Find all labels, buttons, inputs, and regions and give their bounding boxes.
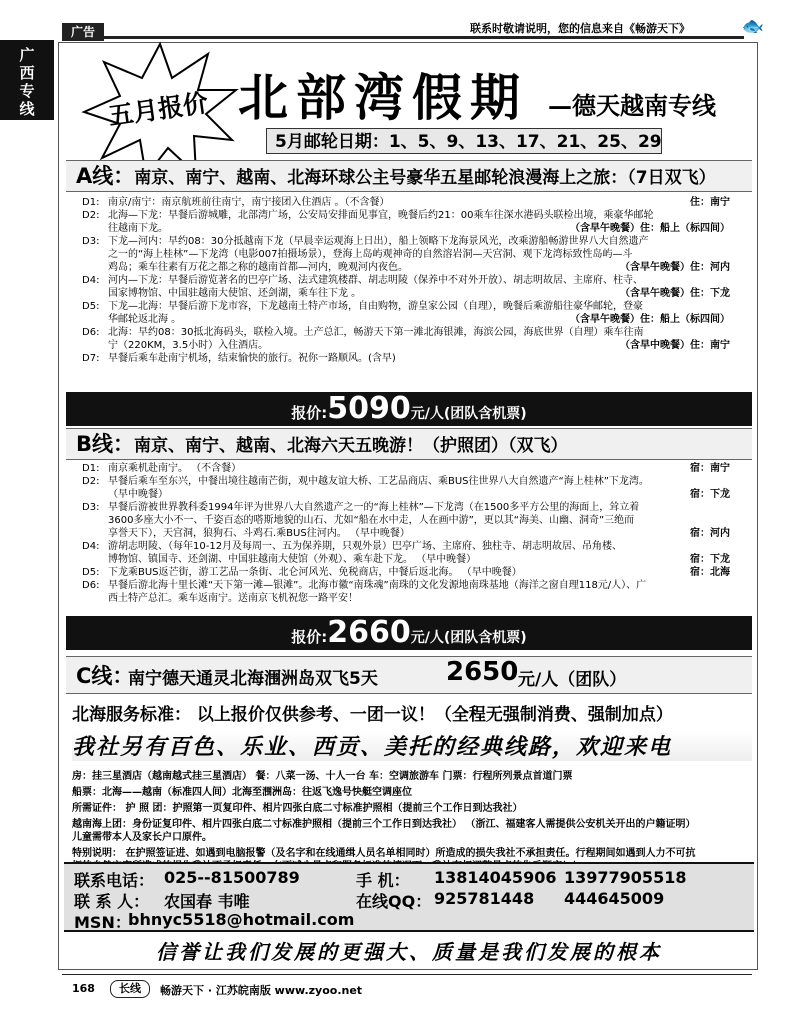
footer-text: 畅游天下 · 江苏皖南版 www.zyoo.net [160, 984, 363, 997]
contact-person: 农国春 韦唯 [164, 892, 250, 911]
info-line: 房：挂三星酒店（越南越式挂三星酒店） 餐：八菜一汤、十人一台 车：空调旅游车 门票：行程所列景点首道门票 [72, 771, 573, 782]
info-line: 越南海上团：身份证复印件、相片四张白底二寸标准护照相（提前三个工作日到达我社） （浙江、福建客人需提供公安机关开出的户籍证明） [72, 819, 696, 830]
itinerary-line: D6: 北海：早约08：30抵北海码头，联检入境。土产总汇，畅游天下第一滩北海银滩，海滨公园，海底世界（自理）乘车往南 [82, 327, 644, 338]
price-label: 报价: [291, 628, 328, 646]
route-c-title: 南宁德天通灵北海涠洲岛双飞5天 [128, 669, 378, 689]
top-rule [104, 36, 744, 39]
price-unit: 元/人(团队含机票) [410, 406, 527, 422]
route-c-price-unit: 元/人（团队） [518, 670, 627, 690]
mobile-number-1[interactable]: 13814045906 [434, 868, 557, 887]
route-a-header [66, 160, 752, 192]
side-tab-char: 西 [19, 64, 35, 82]
info-line: 船票：北海——越南（标准四人间）北海至涠洲岛：往返飞逸号快艇空调座位 [72, 787, 412, 798]
itinerary-line: D1: 南京乘机赴南宁。 （不含餐） 宿：南宁 [82, 463, 730, 474]
route-b-title: 南京、南宁、越南、北海六天五晚游！（护照团）（双飞） [134, 436, 568, 456]
itinerary-line: D4: 游胡志明陵、（每年10-12月及每周一、五为保养期，只观外景）巴亭广场、主席府、独柱寺、胡志明故居、吊角楼、 [82, 541, 623, 552]
itinerary-line: D3: 下龙—河内：早约08：30分抵越南下龙（早晨幸运观海上日出），船上领略下龙海景风光，改乘游船畅游世界八大自然遗产 [82, 236, 649, 247]
mobile-label: 手 机： [356, 871, 410, 890]
itinerary-line: 之一的“海上桂林”—下龙湾（电影007拍摄场景），登海上岛屿观神奇的自然溶岩洞—天宫洞、观下龙湾标致性岛屿—斗 [108, 249, 633, 260]
phone-number[interactable]: 025--81500789 [164, 868, 300, 887]
itinerary-line: D4: 河内—下龙：早餐后游览著名的巴亭广场、法式建筑楼群、胡志明陵（保养中不对外开放）、胡志明故居、主席府、柱寺、 [82, 275, 643, 286]
itinerary-line: 国家博物馆、中国驻越南大使馆、还剑湖，乘车往下龙 。 （含早午晚餐）住：下龙 [108, 288, 730, 299]
info-line: 所需证件： 护 照 团：护照第一页复印件、相片四张白底二寸标准护照相（提前三个工作日到达我社） [72, 803, 523, 814]
itinerary-line: 享誉天下），天宫洞，狼狗石、斗鸡石.乘BUS往河内。 （早中晚餐） 宿：河内 [108, 528, 730, 539]
route-b-header [66, 428, 752, 460]
motto: 信誉让我们发展的更强大、质量是我们发展的根本 [156, 940, 662, 964]
bottom-rule [62, 974, 752, 975]
price-unit: 元/人(团队含机票) [410, 630, 527, 646]
other-routes-banner: 我社另有百色、乐业、西贡、美托的经典线路，欢迎来电 [72, 730, 752, 761]
msn-label: MSN： [74, 913, 131, 932]
route-c-header [66, 656, 752, 694]
phone-label: 联系电话： [74, 871, 155, 890]
itinerary-line: D6: 早餐后游北海十里长滩“天下第一滩—银滩”。北海市徽“南珠魂”南珠的文化发源地南珠基地（海洋之窗自理118元/人）、广 [82, 580, 647, 591]
info-line: 儿童需带本人及家长户口原件。 [72, 832, 212, 843]
itinerary-line: D3: 早餐后游被世界教科委1994年评为世界八大自然遗产之一的“海上桂林”—下龙湾（在1500多平方公里的海面上，耸立着 [82, 502, 640, 513]
route-a-itinerary [82, 196, 730, 386]
itinerary-line: D1: 南京/南宁：南京航班前往南宁，南宁接团入住酒店 。（不含餐） 住：南宁 [82, 197, 730, 208]
side-tab-char: 线 [19, 100, 35, 118]
itinerary-line: 博物馆、镇国寺、还剑湖、中国驻越南大使馆（外观）、乘车赴下龙。 （早中晚餐） 宿：下龙 [108, 554, 730, 565]
itinerary-line: D5: 下龙—北海：早餐后游下龙市容，下龙越南土特产市场，自由购物，游皇家公园（自理），晚餐后乘游船往豪华邮轮，登豪 [82, 301, 643, 312]
qq-number-1[interactable]: 925781448 [434, 889, 535, 908]
service-standard: 北海服务标准： 以上报价仅供参考、一团一议！（全程无强制消费、强制加点） [72, 705, 673, 725]
itinerary-line: D2: 北海—下龙：早餐后游城雕，北部湾广场，公安局安排面见事宜，晚餐后约21：00乘车往深水港码头联检出境，乘豪华邮轮 [82, 210, 654, 221]
route-b-price-band [66, 616, 752, 650]
contact-note: 联系时敬请说明，您的信息来自《畅游天下》 [470, 22, 690, 35]
route-a-price: 5090 [327, 391, 411, 426]
qq-label: 在线QQ： [356, 892, 432, 911]
sailing-dates: 5月邮轮日期：1、5、9、13、17、21、25、29 [266, 128, 662, 154]
itinerary-line: 鸡岛；乘车往素有万花之都之称的越南首都—河内，晚观河内夜色。 （含早午晚餐）住：河内 [108, 262, 730, 273]
route-a-label: A线： [76, 164, 135, 188]
person-label: 联 系 人： [74, 892, 150, 911]
itinerary-line: 宁（220KM，3.5小时）入住酒店。 （含早中晚餐）住：南宁 [108, 340, 730, 351]
itinerary-line: 西土特产总汇。乘车返南宁。送南京飞机祝您一路平安！ [108, 593, 358, 604]
itinerary-line: 往越南下龙。 （含早午晚餐）住：船上（标四间） [108, 223, 730, 234]
route-a-title: 南京、南宁、越南、北海环球公主号豪华五星邮轮浪漫海上之旅：（7日双飞） [134, 168, 716, 188]
sub-title: —德天越南专线 [548, 91, 716, 120]
contact-box [64, 862, 754, 932]
itinerary-line: D2: 早餐后乘车至东兴，中餐出境往越南芒街，观中越友谊大桥、工艺品商店、乘BUS往世界八大自然遗产“海上桂林”下龙湾。 [82, 476, 649, 487]
route-a-price-band [66, 392, 752, 426]
qq-number-2[interactable]: 444645009 [564, 889, 665, 908]
main-title: 北部湾假期 [238, 68, 528, 127]
info-block [72, 770, 752, 873]
route-b-label: B线： [76, 432, 135, 456]
itinerary-line: 华邮轮返北海 。 （含早午晚餐）住：船上（标四间） [108, 314, 730, 325]
burst-label: 五月报价 [106, 88, 210, 131]
footer-tag: 长线 [110, 980, 150, 998]
ad-tag: 广告 [62, 23, 104, 41]
itinerary-line: D5: 下龙乘BUS返芒街，游工艺品一条街、北仑河风光、免税商店，中餐后返北海。 （早中晚餐） 宿：北海 [82, 567, 730, 578]
msn-address[interactable]: bhnyc5518@hotmail.com [128, 910, 355, 929]
route-b-price: 2660 [327, 615, 411, 650]
side-tab-char: 广 [19, 46, 35, 64]
mobile-number-2[interactable]: 13977905518 [564, 868, 687, 887]
itinerary-line: D7: 早餐后乘车赴南宁机场，结束愉快的旅行。祝你一路顺风。(含早) [82, 353, 396, 364]
route-b-itinerary [82, 462, 730, 612]
route-c-label: C线： [76, 664, 134, 688]
magazine-logo-icon: 🐟 [741, 16, 765, 37]
itinerary-line: 3600多座大小不一、千姿百态的嗒斯地貌的山石、尤如“船在水中走，人在画中游”，更以其“海美、山幽、洞奇”三绝而 [108, 515, 635, 526]
itinerary-line: （早中晚餐） 宿：下龙 [108, 489, 730, 500]
price-label: 报价: [291, 404, 328, 422]
info-line: 特别说明： 在护照签证进、如遇到电脑报警（及名字和在线通缉人员名单相同时）所造成的损失我社不承担责任。行程期间如遇到人力不可抗 [72, 848, 696, 859]
route-c-price: 2650 [446, 657, 519, 687]
page-number: 168 [72, 982, 95, 995]
side-tab-char: 专 [19, 82, 35, 100]
side-tab [0, 40, 54, 120]
